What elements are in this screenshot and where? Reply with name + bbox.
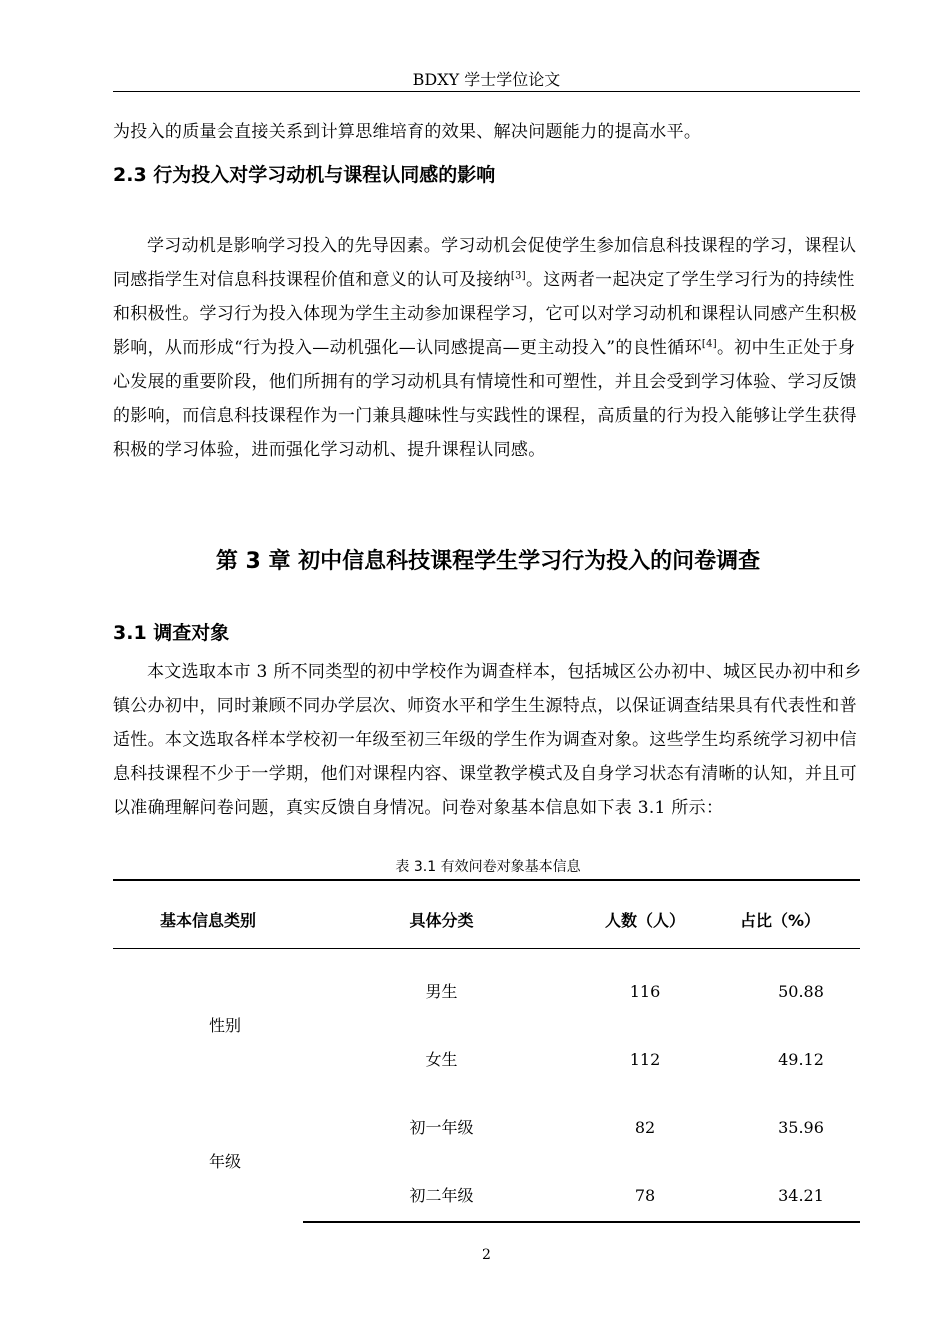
table-header-count: 人数（人） (604, 911, 685, 930)
section-2-3-heading: 2.3 行为投入对学习动机与课程认同感的影响 (113, 164, 496, 186)
para-text-c: 。初中生正处于身心发展的重要阶段，他们所拥有的学习动机具有情境性和可塑性，并且会受到学习体验、学习反馈的影响，而信息科技课程作为一门兼具趣味性与实践性的课程，高质量的行为投入能够让学生获得积极的学习体验，进而强化学习动机、提升课程认同感。 (113, 338, 857, 460)
table-caption: 表 3.1 有效问卷对象基本信息 (395, 859, 581, 875)
intro-line: 为投入的质量会直接关系到计算思维培育的效果、解决问题能力的提高水平。 (113, 122, 702, 142)
table-category-cell: 性别 (208, 1016, 241, 1035)
page-header: BDXY 学士学位论文 (412, 70, 561, 89)
table-cell-percent: 49.12 (778, 1050, 824, 1069)
section-3-1-paragraph: 本文选取本市 3 所不同类型的初中学校作为调查样本，包括城区公办初中、城区民办初中和乡镇公办初中，同时兼顾不同办学层次、师资水平和学生生源特点，以保证调查结果具有代表性和普适性。本文选取各样本学校初一年级至初三年级的学生作为调查对象。这些学生均系统学习初中信息科技课程不少于一学期，他们对课程内容、课堂教学模式及自身学习状态有清晰的认知，并且可以准确理解问卷问题，真实反馈自身情况。问卷对象基本信息如下表 3.1 所示： (113, 662, 862, 818)
para-text-b: 。这两者一起决定了学生学习行为的持续性和积极性。学习行为投入体现为学生主动参加课程学习，它可以对学习动机和课程认同感产生积极影响，从而形成“行为投入—动机强化—认同感提高—更主动投入”的良性循环 (113, 270, 857, 358)
page-number: 2 (482, 1247, 491, 1263)
table-cell-count: 82 (634, 1118, 656, 1137)
section-3-1-heading: 3.1 调查对象 (113, 622, 230, 644)
chapter-3-title: 第 3 章 初中信息科技课程学生学习行为投入的问卷调查 (215, 549, 761, 574)
table-top-rule (113, 879, 860, 881)
table-header-rule (113, 948, 860, 949)
header-rule (113, 91, 860, 92)
table-category-cell: 年级 (208, 1152, 241, 1171)
section-2-3-paragraph (113, 229, 863, 467)
table-cell-subcategory: 初一年级 (409, 1118, 474, 1137)
table-header-category: 基本信息类别 (159, 911, 256, 930)
para-text-a: 学习动机是影响学习投入的先导因素。学习动机会促使学生参加信息科技课程的学习，课程认同感指学生对信息科技课程价值和意义的认可及接纳 (113, 236, 857, 290)
table-cell-subcategory: 男生 (425, 982, 458, 1001)
table-cell-count: 116 (629, 982, 661, 1001)
table-header-percent: 占比（%） (739, 911, 821, 930)
table-cell-subcategory: 初二年级 (409, 1186, 474, 1205)
table-cell-percent: 34.21 (778, 1186, 824, 1205)
citation-3: [3] (510, 270, 526, 282)
citation-4: [4] (701, 338, 717, 350)
table-cell-percent: 50.88 (778, 982, 824, 1001)
table-bottom-rule (303, 1221, 860, 1223)
table-cell-count: 78 (634, 1186, 656, 1205)
table-cell-percent: 35.96 (778, 1118, 824, 1137)
table-header-subcategory: 具体分类 (409, 911, 474, 930)
table-cell-count: 112 (629, 1050, 661, 1069)
table-cell-subcategory: 女生 (425, 1050, 458, 1069)
